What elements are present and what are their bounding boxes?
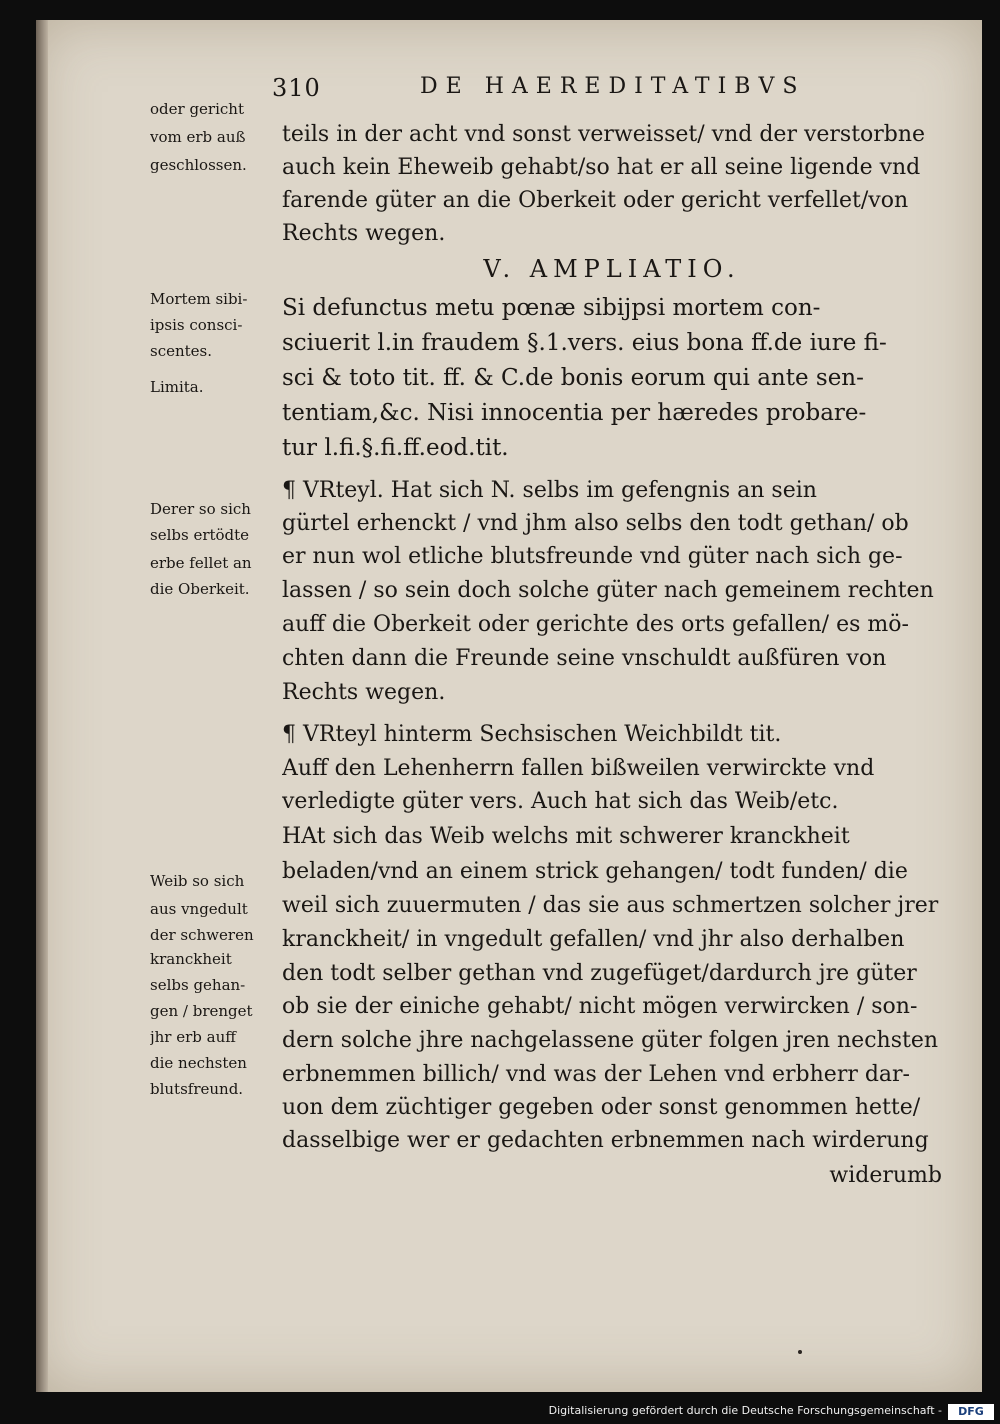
main-text-line: dasselbige wer er gedachten erbnemmen nach wirderung xyxy=(282,1128,929,1153)
margin-note: Limita. xyxy=(150,378,204,396)
main-text-line: Rechts wegen. xyxy=(282,680,446,705)
main-text-line: er nun wol etliche blutsfreunde vnd güter nach sich ge- xyxy=(282,544,903,569)
main-text-line: ¶ VRteyl. Hat sich N. selbs im gefengnis an sein xyxy=(282,478,817,503)
main-text-line: gürtel erhenckt / vnd jhm also selbs den todt gethan/ ob xyxy=(282,511,909,536)
main-text-line: weil sich zuuermuten / das sie aus schmertzen solcher jrer xyxy=(282,893,939,918)
margin-note: der schweren xyxy=(150,926,254,944)
margin-note: scentes. xyxy=(150,342,213,360)
ink-speck xyxy=(798,1350,802,1354)
main-text-line: Rechts wegen. xyxy=(282,221,446,246)
margin-note: die nechsten xyxy=(150,1054,247,1072)
main-text-line: auch kein Eheweib gehabt/so hat er all seine ligende vnd xyxy=(282,155,921,180)
main-text-line: uon dem züchtiger gegeben oder sonst genommen hette/ xyxy=(282,1095,921,1120)
margin-note: kranckheit xyxy=(150,950,232,968)
main-text-line: sci & toto tit. ff. & C.de bonis eorum qui ante sen- xyxy=(282,365,864,391)
main-text-line: verledigte güter vers. Auch hat sich das Weib/etc. xyxy=(282,789,839,814)
margin-note: aus vngedult xyxy=(150,900,248,918)
running-head: DE HAEREDITATIBVS xyxy=(420,74,806,99)
margin-note: vom erb auß xyxy=(150,128,246,146)
main-text-line: farende güter an die Oberkeit oder gericht verfellet/von xyxy=(282,188,909,213)
margin-note: Derer so sich xyxy=(150,500,251,518)
section-heading: V. AMPLIATIO. xyxy=(483,255,741,283)
margin-note: die Oberkeit. xyxy=(150,580,250,598)
margin-note: geschlossen. xyxy=(150,156,247,174)
book-page xyxy=(36,20,982,1392)
margin-note: selbs ertödte xyxy=(150,526,250,544)
main-text-line: ¶ VRteyl hinterm Sechsischen Weichbildt tit. xyxy=(282,722,782,747)
footer-credit: Digitalisierung gefördert durch die Deutsche Forschungsgemeinschaft - xyxy=(548,1404,942,1417)
main-text-line: tur l.fi.§.fi.ff.eod.tit. xyxy=(282,435,509,461)
main-text-line: Si defunctus metu pœnæ sibijpsi mortem con- xyxy=(282,295,821,321)
main-text-line: den todt selber gethan vnd zugefüget/dardurch jre güter xyxy=(282,961,917,986)
main-text-line: tentiam,&c. Nisi innocentia per hæredes probare- xyxy=(282,400,867,426)
main-text-line: teils in der acht vnd sonst verweisset/ vnd der verstorbne xyxy=(282,122,926,147)
main-text-line: Auff den Lehenherrn fallen bißweilen verwirckte vnd xyxy=(282,756,875,781)
main-text-line: sciuerit l.in fraudem §.1.vers. eius bona ff.de iure fi- xyxy=(282,330,887,356)
main-text-line: kranckheit/ in vngedult gefallen/ vnd jhr also derhalben xyxy=(282,927,905,952)
main-text-line: ob sie der einiche gehabt/ nicht mögen verwircken / son- xyxy=(282,994,918,1019)
page-binding-edge xyxy=(36,20,48,1392)
main-text-line: lassen / so sein doch solche güter nach gemeinem rechten xyxy=(282,578,934,603)
margin-note: oder gericht xyxy=(150,100,244,118)
main-text-line: chten dann die Freunde seine vnschuldt außfüren von xyxy=(282,646,887,671)
main-text-line: erbnemmen billich/ vnd was der Lehen vnd erbherr dar- xyxy=(282,1062,910,1087)
margin-note: erbe fellet an xyxy=(150,554,252,572)
margin-note: gen / brenget xyxy=(150,1002,253,1020)
margin-note: jhr erb auff xyxy=(150,1028,236,1046)
page-number: 310 xyxy=(272,74,321,102)
catchword: widerumb xyxy=(829,1163,942,1188)
margin-note: selbs gehan- xyxy=(150,976,246,994)
main-text-line: auff die Oberkeit oder gerichte des orts gefallen/ es mö- xyxy=(282,612,909,637)
margin-note: Weib so sich xyxy=(150,872,245,890)
main-text-line: dern solche jhre nachgelassene güter folgen jren nechsten xyxy=(282,1028,939,1053)
main-text-line: HAt sich das Weib welchs mit schwerer kranckheit xyxy=(282,824,850,849)
margin-note: ipsis consci- xyxy=(150,316,243,334)
margin-note: blutsfreund. xyxy=(150,1080,244,1098)
dfg-logo: DFG xyxy=(948,1404,994,1420)
main-text-line: beladen/vnd an einem strick gehangen/ todt funden/ die xyxy=(282,859,908,884)
footer-bar xyxy=(0,1400,1000,1424)
margin-note: Mortem sibi- xyxy=(150,290,248,308)
